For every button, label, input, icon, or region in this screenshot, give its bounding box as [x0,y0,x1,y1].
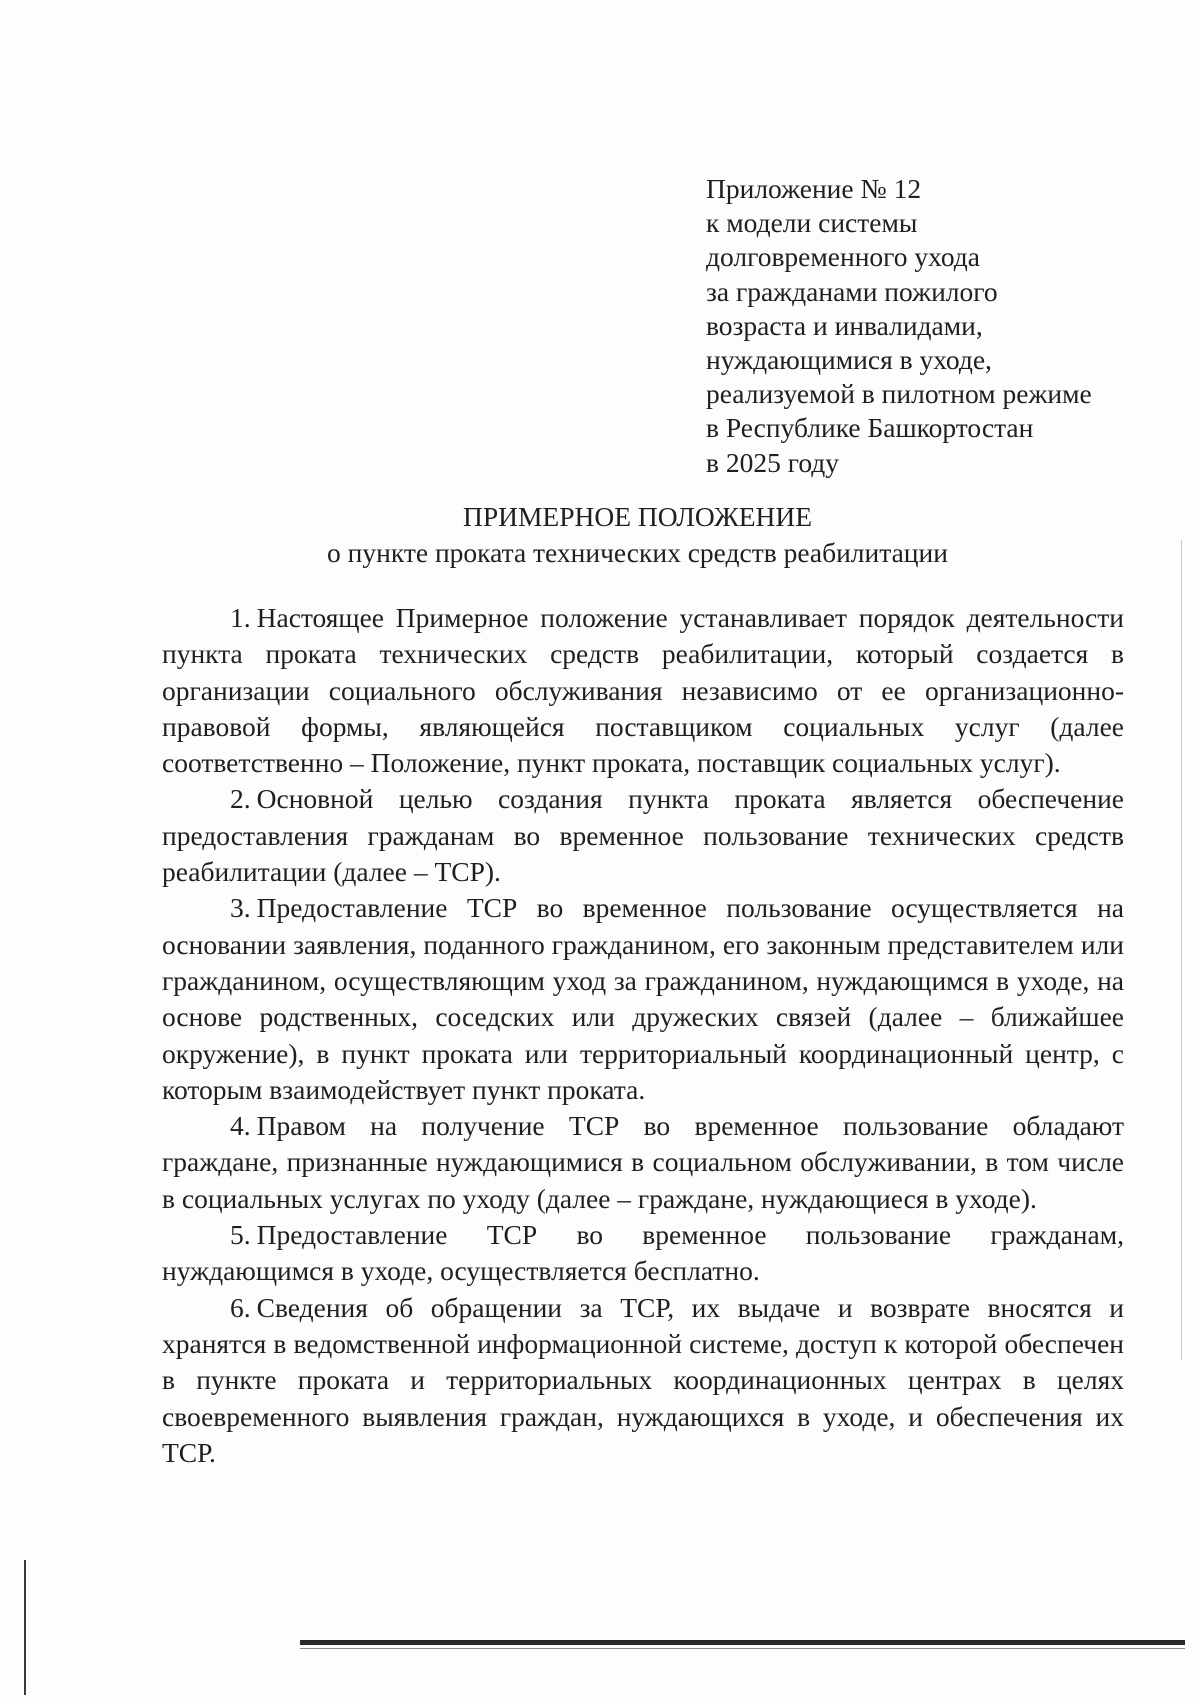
paragraph-number: 4. [230,1110,251,1142]
appendix-reference [706,172,1146,480]
scan-edge-mark [24,1560,26,1695]
paragraph-number: 5. [230,1219,251,1251]
paragraph-text: Сведения об обращении за ТСР, их выдаче и возврате вносятся и хранятся в ведомственной информационной системе, доступ к которой обеспечен в пункте проката и территориальных координационных центрах в целях своевременного выявления граждан, нуждающихся в уходе, и обеспечения их ТСР. [162,1291,1124,1468]
appendix-line: в Республике Башкортостан [706,412,1034,444]
paragraph-6 [162,1290,1124,1471]
paragraph-number: 2. [230,783,251,815]
appendix-line: нуждающимися в уходе, [706,344,992,376]
appendix-line: Приложение № 12 [706,173,922,204]
paragraph-number: 6. [230,1291,251,1323]
appendix-line: к модели системы [706,207,918,239]
paragraph-text: Основной целью создания пункта проката является обеспечение предоставления гражданам во временное пользование технических средств реабилитации (далее – ТСР). [162,783,1124,888]
paragraph-text: Предоставление ТСР во временное пользование осуществляется на основании заявления, поданного гражданином, его законным представителем или гражданином, осуществляющим уход за гражданином, нуждающимся в уходе, на основе родственных, соседских или дружеских связей (далее – ближайшее окружение), в пункт проката или территориальный координационный центр, с которым взаимодействует пункт проката. [162,892,1124,1105]
paragraph-number: 1. [230,602,251,633]
appendix-line: реализуемой в пилотном режиме [706,378,1092,410]
scan-edge-mark [1181,540,1182,1360]
document-subtitle: о пункте проката технических средств реабилитации [327,537,948,568]
document-body [162,600,1124,1471]
paragraph-2 [162,781,1124,890]
paragraph-text: Настоящее Примерное положение устанавливает порядок деятельности пункта проката технических средств реабилитации, который создается в организации социального обслуживания независимо от ее организационно-правовой формы, являющейся поставщиком социальных услуг (далее соответственно – Положение, пункт проката, поставщик социальных услуг). [162,602,1124,779]
appendix-line: за гражданами пожилого [706,275,998,307]
paragraph-5 [162,1217,1124,1290]
document-title: ПРИМЕРНОЕ ПОЛОЖЕНИЕ [462,501,813,532]
paragraph-1 [162,600,1124,781]
paragraph-text: Правом на получение ТСР во временное пользование обладают граждане, признанные нуждающимися в социальном обслуживании, в том числе в социальных услугах по уходу (далее – граждане, нуждающиеся в уходе). [162,1110,1124,1214]
paragraph-text: Предоставление ТСР во временное пользование гражданам, нуждающимся в уходе, осуществляется бесплатно. [162,1219,1124,1287]
appendix-line: долговременного ухода [706,241,981,273]
scan-bottom-line [300,1648,1185,1649]
appendix-line: возраста и инвалидами, [706,309,983,341]
appendix-line: в 2025 году [706,446,840,478]
paragraph-number: 3. [230,892,251,924]
scan-bottom-bar [300,1640,1185,1645]
paragraph-4 [162,1108,1124,1217]
paragraph-3 [162,890,1124,1108]
